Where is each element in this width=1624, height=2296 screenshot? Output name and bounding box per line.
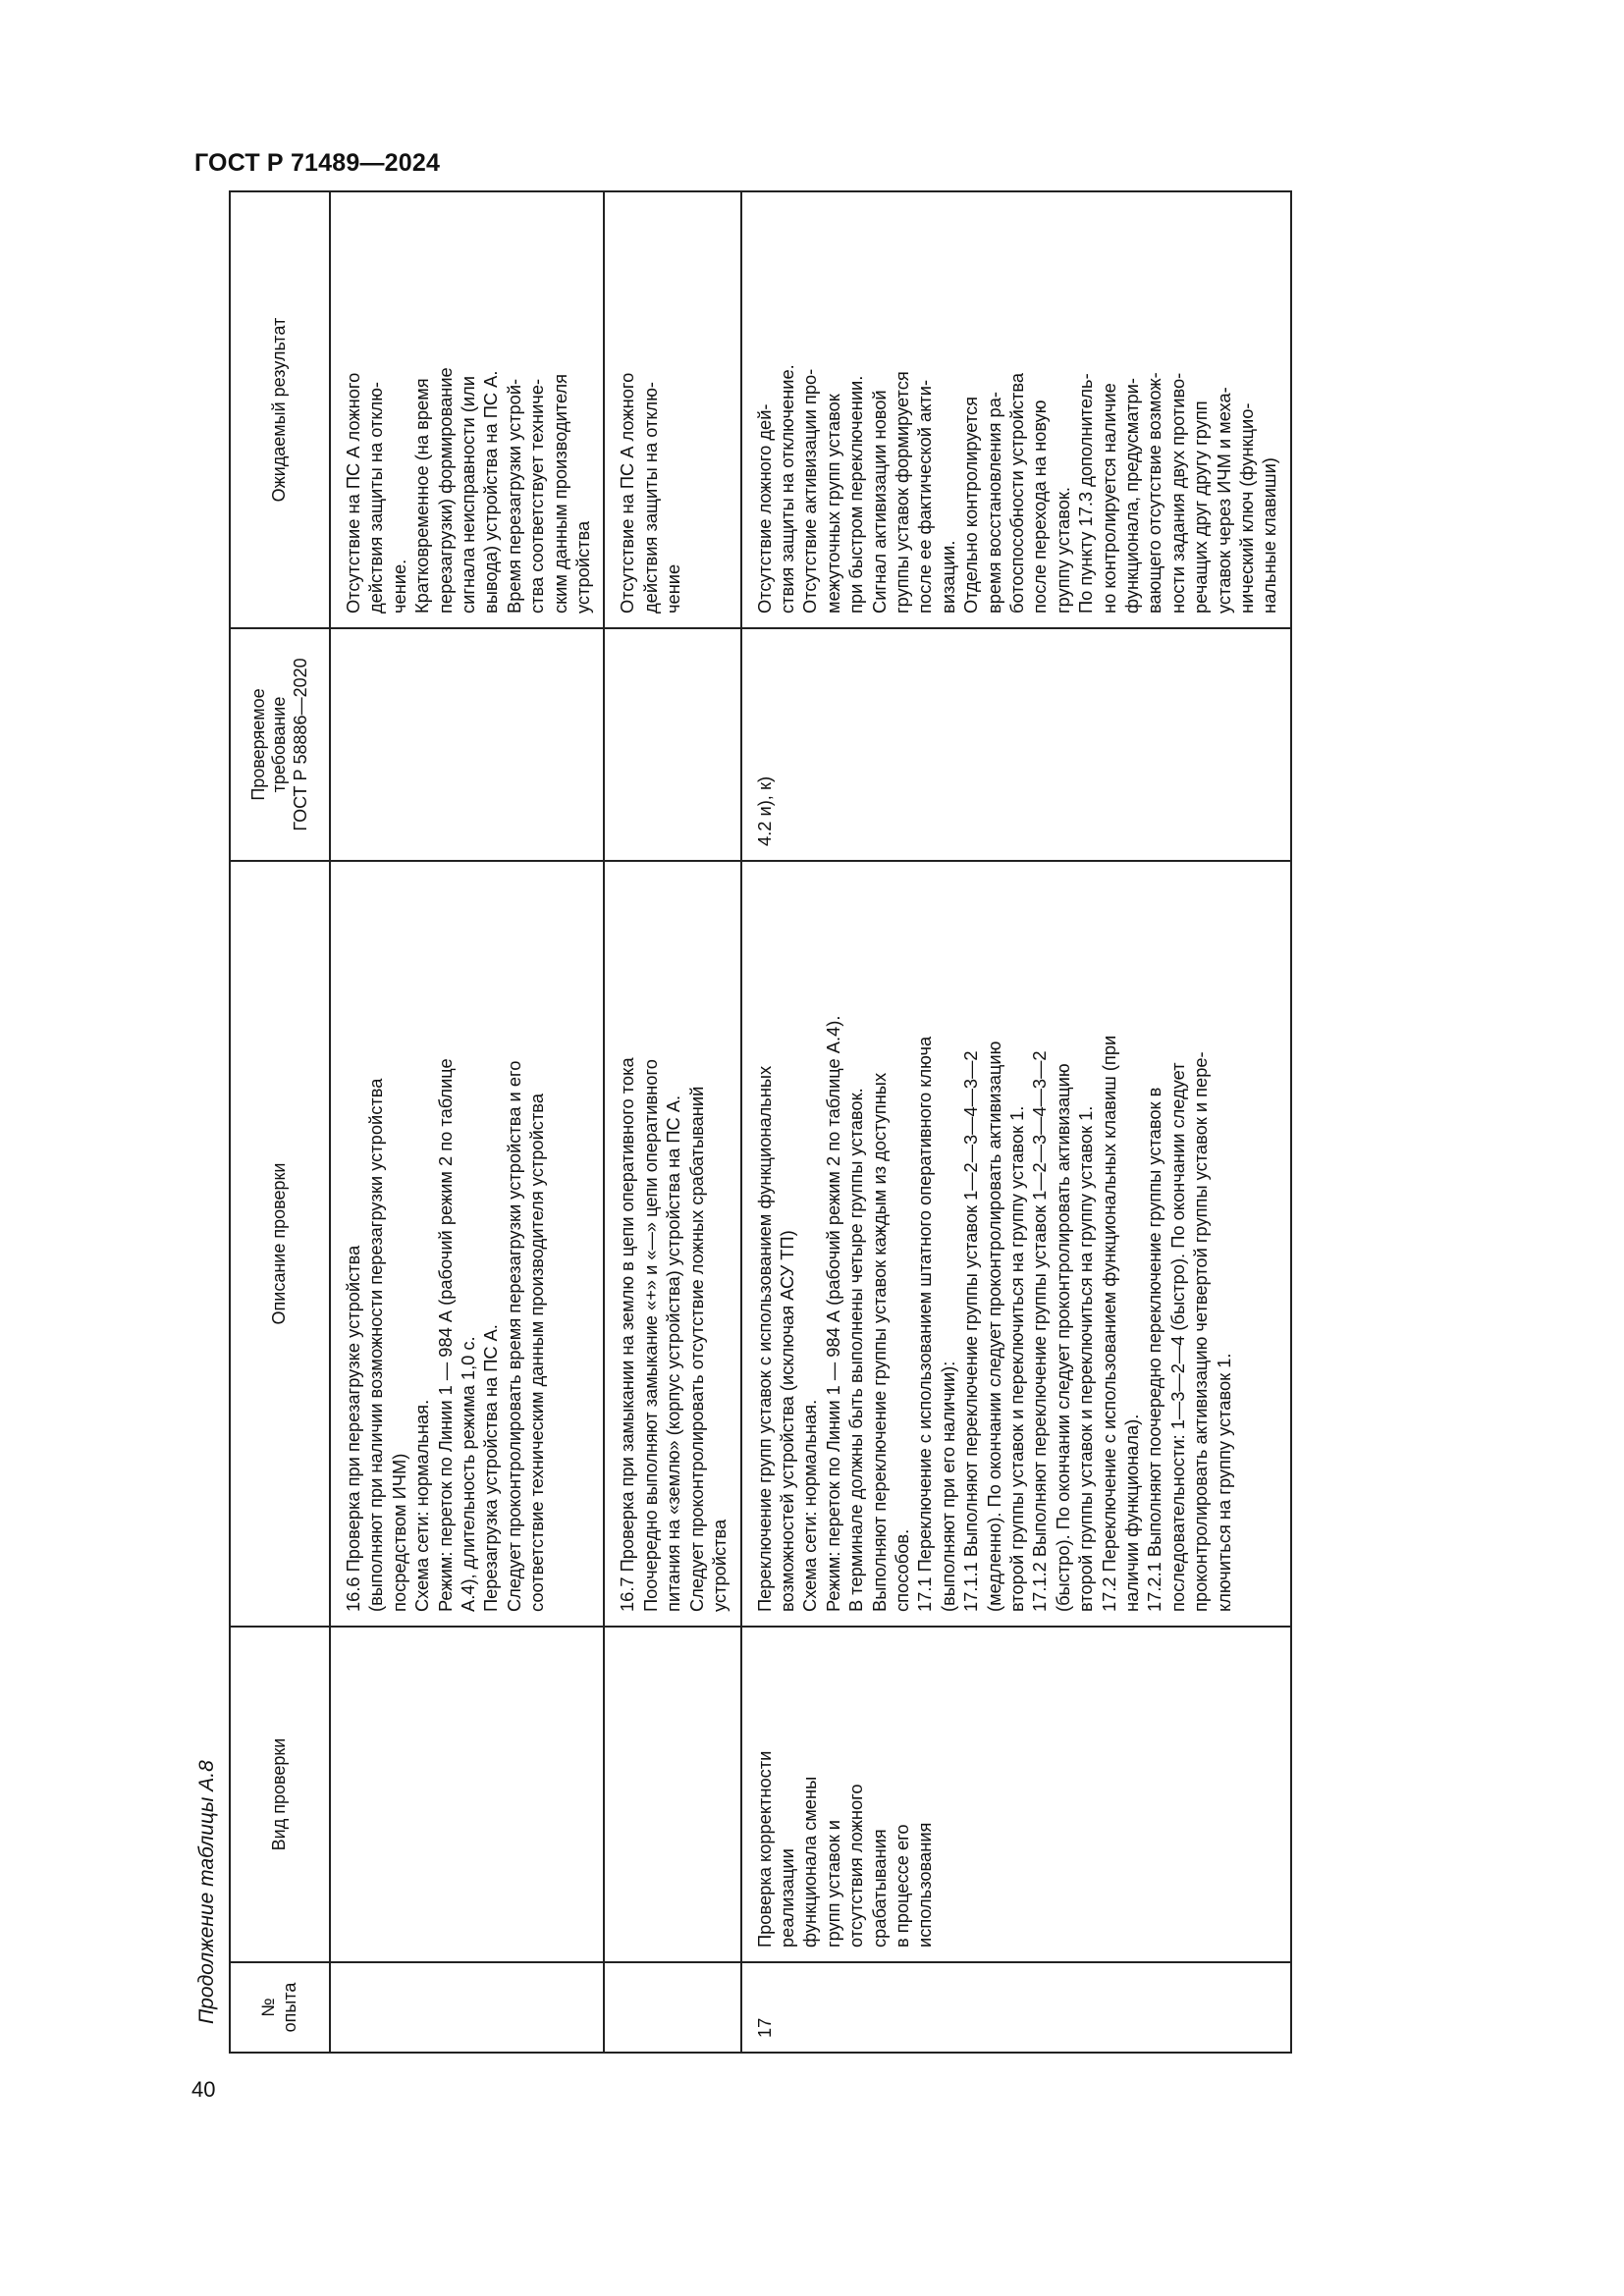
text-line: визации. bbox=[937, 540, 958, 614]
document-header: ГОСТ Р 71489—2024 bbox=[194, 149, 441, 177]
header-requirement bbox=[230, 628, 330, 861]
text-line: Схема сети: нормальная. bbox=[411, 1399, 433, 1612]
text-line: (медленно). По окончании следует проконтролировать активизацию bbox=[983, 1041, 1004, 1612]
cell-description bbox=[604, 861, 740, 1627]
header-test-type bbox=[230, 1627, 330, 1962]
cell-description bbox=[741, 861, 1291, 1627]
text-line: 17.2 Переключение с использованием функциональных клавиш (при bbox=[1098, 1035, 1119, 1612]
text-line: группы уставок формируется bbox=[891, 371, 912, 614]
text-line: посредством ИЧМ) bbox=[388, 1453, 409, 1612]
text-line: 17.1.1 Выполняют переключение группы уставок 1—2—3—4—3—2 bbox=[960, 1050, 982, 1612]
test-table bbox=[229, 190, 1292, 2054]
cell-test-number bbox=[741, 1962, 1291, 2053]
text-line: 17.1 Переключение с использованием штатного оперативного ключа bbox=[914, 1036, 936, 1612]
cell-expected-result bbox=[604, 191, 740, 628]
text-line: Отсутствие на ПС А ложного bbox=[617, 372, 638, 614]
text-line: после ее фактической акти- bbox=[914, 379, 936, 614]
text-line: после перехода на новую bbox=[1029, 400, 1051, 614]
text-line: вающего отсутствие возмож- bbox=[1144, 372, 1165, 614]
text-line: 17.2.1 Выполняют поочередно переключение группы уставок в bbox=[1144, 1087, 1165, 1612]
text-line: действия защиты на отклю- bbox=[365, 381, 387, 614]
text-line: В терминале должны быть выполнены четыре группы уставок. bbox=[845, 1088, 867, 1612]
text-line: группу уставок. bbox=[1052, 487, 1073, 614]
cell-test-number bbox=[330, 1962, 604, 2053]
text-line: Кратковременное (на время bbox=[411, 378, 433, 614]
cell-expected-result bbox=[330, 191, 604, 628]
header-text: Проверяемое bbox=[247, 688, 268, 801]
text-line: сигнала неисправности (или bbox=[458, 375, 479, 614]
text-line: 16.6 Проверка при перезагрузке устройства bbox=[343, 1245, 363, 1612]
text-line: Время перезагрузки устрой- bbox=[503, 378, 524, 614]
text-line: функционала, предусматри- bbox=[1121, 378, 1142, 614]
text-line: По пункту 17.3 дополнитель- bbox=[1075, 373, 1097, 614]
text-line: второй группы уставок и переключиться на группу уставок 1. bbox=[1005, 1105, 1027, 1612]
text-line: 4.2 и), к) bbox=[753, 775, 775, 846]
text-line: Схема сети: нормальная. bbox=[799, 1399, 821, 1612]
text-line: Режим: переток по Линии 1 — 984 А (рабочий режим 2 по таблице А.4). bbox=[822, 1015, 843, 1612]
header-text: № bbox=[258, 1998, 279, 2017]
header-text: Вид проверки bbox=[269, 1737, 290, 1851]
text-line: устройства bbox=[572, 520, 594, 614]
rotated-table-region bbox=[184, 192, 1473, 2054]
text-line: время восстановления ра- bbox=[983, 392, 1004, 614]
text-line: 17.1.2 Выполняют переключение группы уставок 1—2—3—4—3—2 bbox=[1029, 1050, 1051, 1612]
text-line: отсутствия ложного bbox=[845, 1784, 867, 1948]
cell-test-number bbox=[604, 1962, 740, 2053]
text-line: Режим: переток по Линии 1 — 984 А (рабочий режим 2 по таблице bbox=[434, 1058, 456, 1612]
text-line: Перезагрузка устройства на ПС А. bbox=[480, 1324, 502, 1612]
text-line: Следует проконтролировать время перезагрузки устройства и его bbox=[503, 1060, 524, 1612]
text-line: межуточных групп уставок bbox=[822, 394, 843, 614]
text-line: Следует проконтролировать отсутствие ложных срабатываний bbox=[685, 1086, 707, 1612]
text-line: последовательности: 1—3—2—4 (быстро). По окончании следует bbox=[1166, 1062, 1188, 1612]
text-line: (выполняют при наличии возможности перезагрузки устройства bbox=[365, 1078, 387, 1612]
text-line: 16.7 Проверка при замыкании на землю в цепи оперативного тока bbox=[617, 1057, 638, 1612]
table-row bbox=[330, 191, 604, 2053]
cell-test-type bbox=[604, 1627, 740, 1962]
text-line: 17 bbox=[753, 2017, 775, 2038]
text-line: ности задания двух противо- bbox=[1166, 372, 1188, 614]
text-line: Отсутствие на ПС А ложного bbox=[343, 372, 363, 614]
text-line: ствия защиты на отключение. bbox=[776, 364, 797, 614]
text-line: соответствие техническим данным производителя устройства bbox=[526, 1094, 548, 1612]
text-line: питания на «землю» (корпус устройства) устройства на ПС А. bbox=[663, 1095, 684, 1612]
table-row bbox=[604, 191, 740, 2053]
header-text: опыта bbox=[280, 1982, 299, 2033]
page-number: 40 bbox=[191, 2077, 216, 2102]
header-test-number bbox=[230, 1962, 330, 2053]
text-line: Отсутствие ложного дей- bbox=[753, 403, 775, 614]
text-line: ским данным производителя bbox=[549, 373, 570, 614]
text-line: второй группы уставок и переключиться на группу уставок 1. bbox=[1075, 1105, 1097, 1612]
text-line: Отсутствие активизации про- bbox=[799, 368, 821, 614]
text-line: в процессе его bbox=[891, 1824, 912, 1948]
header-text: ГОСТ Р 58886—2020 bbox=[290, 658, 310, 831]
text-line: чение bbox=[663, 563, 684, 614]
cell-expected-result bbox=[741, 191, 1291, 628]
text-line: (выполняют при его наличии): bbox=[937, 1361, 958, 1612]
table-header-row bbox=[230, 191, 330, 2053]
header-text: Описание проверки bbox=[269, 1162, 290, 1325]
text-line: срабатывания bbox=[868, 1829, 890, 1948]
text-line: но контролируется наличие bbox=[1098, 383, 1119, 614]
text-line: Переключение групп уставок с использованием функциональных bbox=[753, 1065, 775, 1612]
header-text: Ожидаемый результат bbox=[269, 317, 290, 503]
cell-requirement bbox=[604, 628, 740, 861]
text-line: Выполняют переключение группы уставок каждым из доступных bbox=[868, 1072, 890, 1612]
text-line: способов. bbox=[891, 1528, 912, 1612]
text-line: нальные клавиши) bbox=[1259, 457, 1280, 614]
header-expected-result bbox=[230, 191, 330, 628]
text-line: при быстром переключении. bbox=[845, 375, 867, 614]
header-text: требование bbox=[269, 696, 290, 793]
text-line: ключиться на группу уставок 1. bbox=[1213, 1353, 1234, 1612]
text-line: наличии функционала). bbox=[1121, 1414, 1142, 1612]
text-line: вывода) устройства на ПС А. bbox=[480, 370, 502, 614]
text-line: Сигнал активизации новой bbox=[868, 390, 890, 614]
text-line: функционала смены bbox=[799, 1776, 821, 1948]
text-line: проконтролировать активизацию четвертой группы уставок и пере- bbox=[1190, 1051, 1212, 1612]
table-row bbox=[741, 191, 1291, 2053]
text-line: (быстро). По окончании следует проконтролировать активизацию bbox=[1052, 1063, 1073, 1612]
cell-test-type bbox=[741, 1627, 1291, 1962]
text-line: Поочередно выполняют замыкание «+» и «—» цепи оперативного bbox=[639, 1059, 661, 1612]
text-line: перезагрузки) формирование bbox=[434, 367, 456, 614]
text-line: действия защиты на отклю- bbox=[639, 381, 661, 614]
text-line: ства соответствует техниче- bbox=[526, 378, 548, 614]
text-line: уставок через ИЧМ и меха- bbox=[1213, 387, 1234, 614]
text-line: Отдельно контролируется bbox=[960, 396, 982, 614]
text-line: реализации bbox=[776, 1848, 797, 1948]
cell-requirement bbox=[741, 628, 1291, 861]
text-line: устройства bbox=[709, 1519, 731, 1612]
text-line: возможностей устройства (исключая АСУ ТП) bbox=[776, 1230, 797, 1612]
text-line: нический ключ (функцио- bbox=[1236, 402, 1258, 614]
cell-test-type bbox=[330, 1627, 604, 1962]
text-line: ботоспособности устройства bbox=[1005, 372, 1027, 614]
table-body bbox=[330, 191, 1291, 2053]
header-description bbox=[230, 861, 330, 1627]
text-line: речащих друг другу групп bbox=[1190, 400, 1212, 614]
cell-description bbox=[330, 861, 604, 1627]
table-caption: Продолжение таблицы А.8 bbox=[195, 1760, 218, 2024]
text-line: чение. bbox=[388, 559, 409, 614]
text-line: А.4), длительность режима 1,0 с. bbox=[458, 1336, 479, 1612]
text-line: групп уставок и bbox=[822, 1819, 843, 1948]
text-line: использования bbox=[914, 1822, 936, 1948]
text-line: Проверка корректности bbox=[753, 1750, 775, 1948]
cell-requirement bbox=[330, 628, 604, 861]
